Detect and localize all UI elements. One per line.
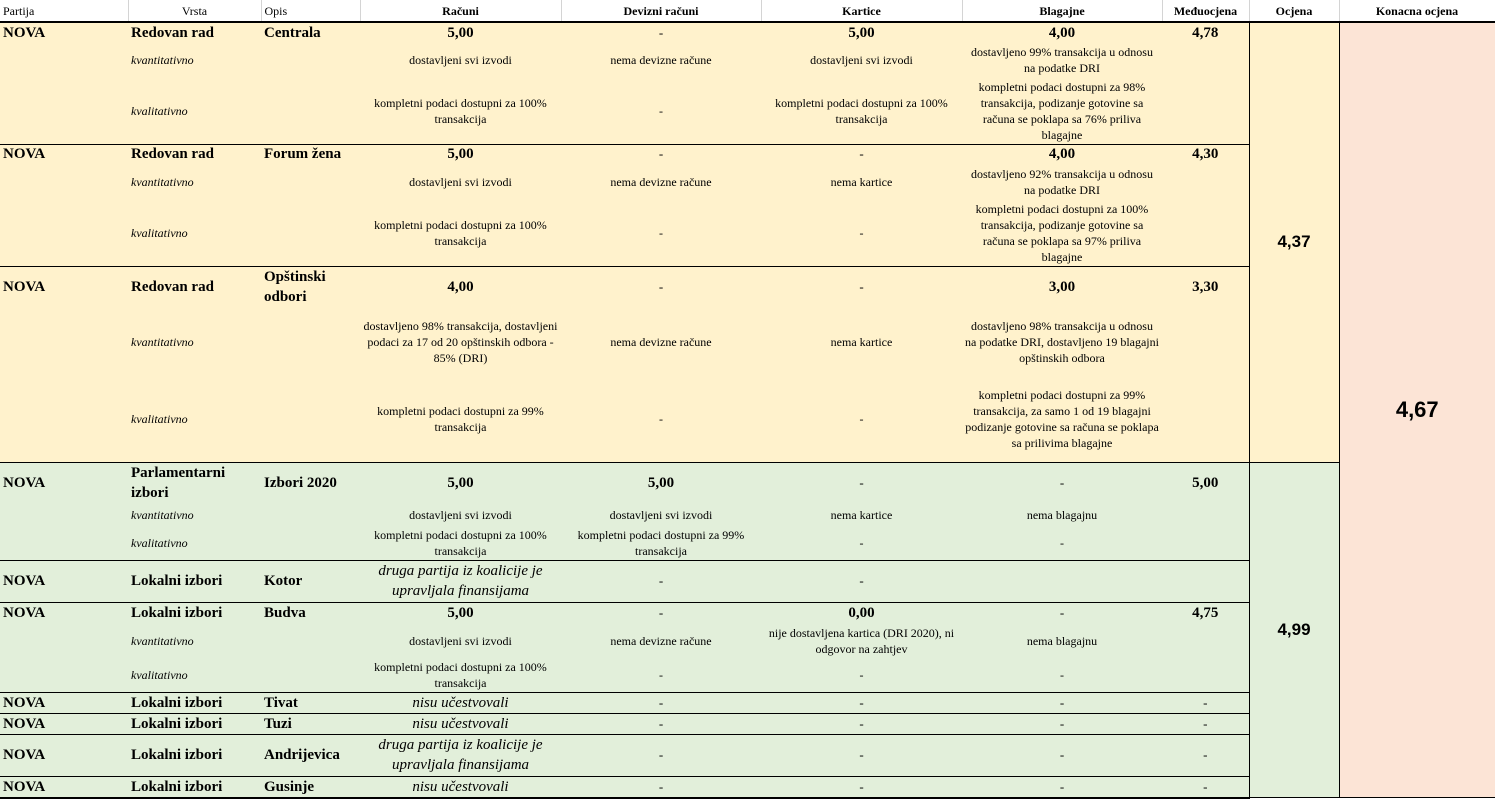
cell-devizni: nema devizne račune [561,308,761,376]
cell-vrsta: Lokalni izbori [128,734,261,776]
cell-kartice: - [761,560,962,602]
cell-devizni: nema devizne račune [561,42,761,78]
cell-empty [0,200,128,266]
col-blagajne: Blagajne [962,0,1162,22]
cell-kartice: dostavljeni svi izvodi [761,42,962,78]
ocjena-redovan-rad: 4,37 [1249,22,1339,462]
cell-racuni: dostavljeni svi izvodi [360,624,561,658]
cell-kartice: - [761,462,962,504]
cell-empty [1162,164,1249,200]
cell-vrsta: Redovan rad [128,144,261,164]
cell-label: kvantitativno [128,504,261,526]
cell-empty [0,78,128,144]
cell-medjuocjena: 4,30 [1162,144,1249,164]
cell-blagajne: dostavljeno 98% transakcija u odnosu na podatke DRI, dostavljeno 19 blagajni opštinskih odbora [962,308,1162,376]
cell-racuni: kompletni podaci dostupni za 100% transakcija [360,78,561,144]
cell-medjuocjena: - [1162,734,1249,776]
cell-devizni: - [561,376,761,462]
table-row [0,22,1495,42]
cell-label: kvantitativno [128,624,261,658]
cell-opis: Centrala [261,22,360,42]
cell-blagajne: - [962,462,1162,504]
cell-racuni: kompletni podaci dostupni za 100% transakcija [360,526,561,560]
cell-kartice: - [761,776,962,798]
cell-kartice: nije dostavljena kartica (DRI 2020), ni odgovor na zahtjev [761,624,962,658]
cell-blagajne [962,560,1162,602]
col-racuni: Računi [360,0,561,22]
cell-empty [261,658,360,692]
header-row [0,0,1495,22]
cell-empty [1162,658,1249,692]
cell-kartice: nema kartice [761,504,962,526]
cell-opis: Gusinje [261,776,360,798]
cell-medjuocjena: 5,00 [1162,462,1249,504]
cell-empty [0,526,128,560]
cell-kartice: - [761,144,962,164]
cell-blagajne: - [962,526,1162,560]
cell-kartice: - [761,266,962,308]
cell-kartice: nema kartice [761,308,962,376]
cell-partija: NOVA [0,776,128,798]
cell-medjuocjena: 3,30 [1162,266,1249,308]
cell-medjuocjena: 4,78 [1162,22,1249,42]
cell-opis: Andrijevica [261,734,360,776]
cell-vrsta: Lokalni izbori [128,560,261,602]
cell-blagajne: - [962,602,1162,624]
cell-label: kvantitativno [128,308,261,376]
cell-racuni: druga partija iz koalicije je upravljala finansijama [360,734,561,776]
cell-medjuocjena: 4,75 [1162,602,1249,624]
cell-devizni: - [561,144,761,164]
cell-devizni: kompletni podaci dostupni za 99% transakcija [561,526,761,560]
cell-blagajne: - [962,776,1162,798]
col-medjuocjena: Međuocjena [1162,0,1249,22]
cell-empty [0,42,128,78]
cell-partija: NOVA [0,560,128,602]
cell-kartice: 5,00 [761,22,962,42]
cell-partija: NOVA [0,22,128,42]
cell-blagajne: kompletni podaci dostupni za 100% transakcija, podizanje gotovine sa računa se poklapa sa 97% priliva blagajne [962,200,1162,266]
cell-vrsta: Lokalni izbori [128,692,261,713]
cell-kartice: - [761,200,962,266]
cell-partija: NOVA [0,602,128,624]
col-opis: Opis [261,0,360,22]
cell-devizni: - [561,78,761,144]
cell-devizni: - [561,602,761,624]
cell-racuni: dostavljeni svi izvodi [360,164,561,200]
cell-racuni: kompletni podaci dostupni za 100% transakcija [360,658,561,692]
cell-kartice: - [761,376,962,462]
cell-blagajne: - [962,713,1162,734]
cell-devizni: nema devizne račune [561,164,761,200]
cell-kartice: - [761,526,962,560]
cell-empty [261,200,360,266]
cell-kartice: - [761,692,962,713]
cell-kartice: - [761,658,962,692]
cell-vrsta: Redovan rad [128,22,261,42]
cell-devizni: - [561,266,761,308]
cell-racuni: 5,00 [360,462,561,504]
cell-label: kvalitativno [128,78,261,144]
cell-empty [0,658,128,692]
cell-partija: NOVA [0,266,128,308]
cell-racuni: 5,00 [360,22,561,42]
cell-label: kvalitativno [128,376,261,462]
cell-blagajne: kompletni podaci dostupni za 99% transakcija, za samo 1 od 19 blagajni podizanje gotovine sa računa se poklapa sa prilivima blagajne [962,376,1162,462]
cell-opis: Forum žena [261,144,360,164]
cell-vrsta: Lokalni izbori [128,776,261,798]
cell-empty [1162,200,1249,266]
cell-blagajne: - [962,658,1162,692]
cell-medjuocjena [1162,560,1249,602]
cell-blagajne: 3,00 [962,266,1162,308]
cell-devizni: - [561,734,761,776]
cell-racuni: 5,00 [360,602,561,624]
cell-racuni: nisu učestvovali [360,692,561,713]
table-row [0,462,1495,504]
cell-blagajne: nema blagajnu [962,504,1162,526]
cell-empty [1162,624,1249,658]
cell-opis: Opštinski odbori [261,266,360,308]
cell-devizni: - [561,776,761,798]
cell-empty [0,308,128,376]
cell-medjuocjena: - [1162,692,1249,713]
cell-partija: NOVA [0,462,128,504]
cell-empty [0,624,128,658]
cell-opis: Tuzi [261,713,360,734]
cell-racuni: 5,00 [360,144,561,164]
cell-partija: NOVA [0,144,128,164]
cell-blagajne: - [962,734,1162,776]
cell-empty [261,526,360,560]
cell-blagajne: kompletni podaci dostupni za 98% transakcija, podizanje gotovine sa računa se poklapa sa 76% priliva blagajne [962,78,1162,144]
cell-devizni: - [561,560,761,602]
cell-label: kvalitativno [128,526,261,560]
cell-vrsta: Lokalni izbori [128,713,261,734]
cell-racuni: nisu učestvovali [360,713,561,734]
cell-racuni: dostavljeno 98% transakcija, dostavljeni podaci za 17 od 20 opštinskih odbora - 85% (DRI) [360,308,561,376]
cell-label: kvantitativno [128,42,261,78]
cell-empty [1162,526,1249,560]
cell-empty [1162,504,1249,526]
cell-devizni: nema devizne račune [561,624,761,658]
cell-label: kvalitativno [128,658,261,692]
cell-devizni: - [561,713,761,734]
cell-blagajne: dostavljeno 92% transakcija u odnosu na podatke DRI [962,164,1162,200]
cell-racuni: 4,00 [360,266,561,308]
col-partija: Partija [0,0,128,22]
cell-blagajne: 4,00 [962,22,1162,42]
col-vrsta: Vrsta [128,0,261,22]
cell-empty [261,308,360,376]
cell-kartice: - [761,734,962,776]
col-kartice: Kartice [761,0,962,22]
cell-devizni: 5,00 [561,462,761,504]
cell-label: kvalitativno [128,200,261,266]
ocjena-izbori: 4,99 [1249,462,1339,798]
cell-empty [1162,42,1249,78]
cell-devizni: - [561,692,761,713]
cell-empty [261,42,360,78]
cell-medjuocjena: - [1162,713,1249,734]
cell-opis: Izbori 2020 [261,462,360,504]
cell-blagajne: 4,00 [962,144,1162,164]
cell-empty [261,78,360,144]
cell-empty [1162,78,1249,144]
cell-racuni: nisu učestvovali [360,776,561,798]
cell-vrsta: Redovan rad [128,266,261,308]
cell-devizni: - [561,200,761,266]
konacna-ocjena: 4,67 [1339,22,1495,798]
cell-empty [1162,308,1249,376]
cell-vrsta: Lokalni izbori [128,602,261,624]
cell-devizni: - [561,22,761,42]
cell-empty [261,624,360,658]
cell-devizni: - [561,658,761,692]
cell-medjuocjena: - [1162,776,1249,798]
cell-opis: Tivat [261,692,360,713]
col-ocjena: Ocjena [1249,0,1339,22]
cell-kartice: - [761,713,962,734]
cell-kartice: kompletni podaci dostupni za 100% transakcija [761,78,962,144]
cell-empty [261,504,360,526]
cell-devizni: dostavljeni svi izvodi [561,504,761,526]
cell-kartice: nema kartice [761,164,962,200]
cell-empty [0,164,128,200]
cell-empty [0,376,128,462]
cell-racuni: kompletni podaci dostupni za 100% transakcija [360,200,561,266]
cell-empty [0,504,128,526]
cell-blagajne: - [962,692,1162,713]
col-devizni: Devizni računi [561,0,761,22]
cell-partija: NOVA [0,713,128,734]
cell-racuni: dostavljeni svi izvodi [360,42,561,78]
cell-label: kvantitativno [128,164,261,200]
cell-empty [1162,376,1249,462]
cell-partija: NOVA [0,734,128,776]
col-konacna: Konacna ocjena [1339,0,1495,22]
cell-opis: Kotor [261,560,360,602]
cell-blagajne: dostavljeno 99% transakcija u odnosu na podatke DRI [962,42,1162,78]
cell-empty [261,164,360,200]
cell-racuni: druga partija iz koalicije je upravljala finansijama [360,560,561,602]
cell-racuni: kompletni podaci dostupni za 99% transakcija [360,376,561,462]
cell-empty [261,376,360,462]
cell-partija: NOVA [0,692,128,713]
cell-racuni: dostavljeni svi izvodi [360,504,561,526]
cell-vrsta: Parlamentarni izbori [128,462,261,504]
cell-blagajne: nema blagajnu [962,624,1162,658]
cell-opis: Budva [261,602,360,624]
cell-kartice: 0,00 [761,602,962,624]
